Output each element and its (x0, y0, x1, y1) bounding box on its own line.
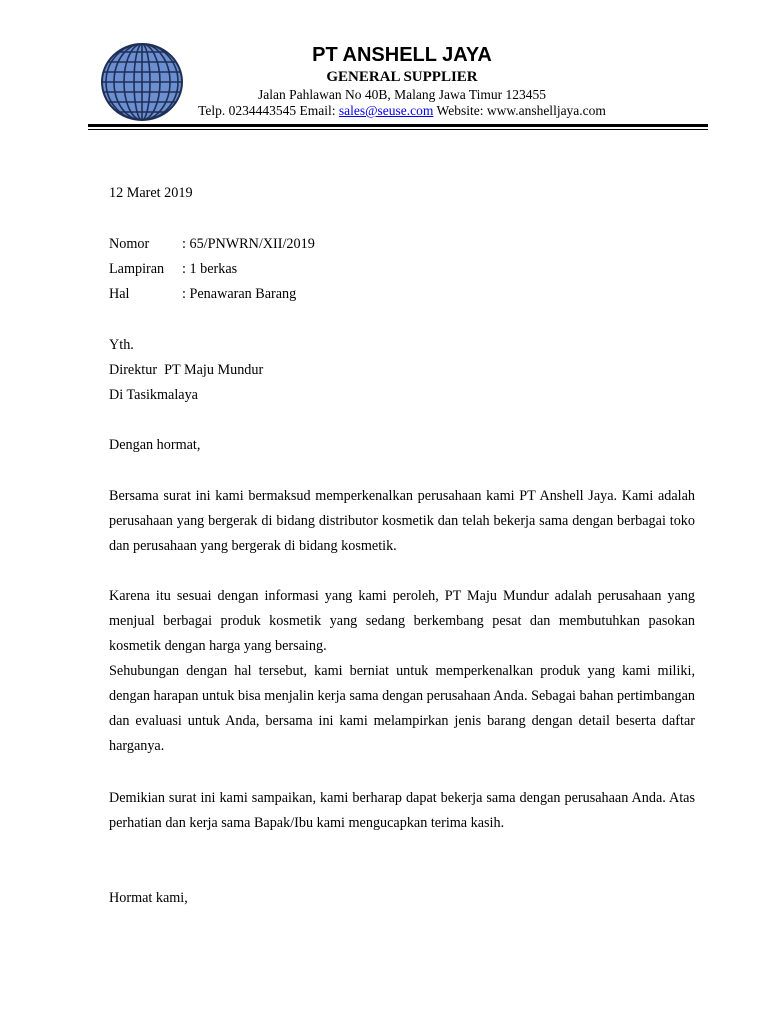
meta-value: : 1 berkas (182, 261, 238, 277)
recipient-line: Di Tasikmalaya (109, 387, 198, 403)
letter-date: 12 Maret 2019 (109, 185, 193, 201)
meta-label: Nomor (109, 236, 150, 252)
paragraph (109, 584, 695, 759)
paragraph-text: Sehubungan dengan hal tersebut, kami berniat untuk memperkenalkan produk yang kami miliki, dengan harapan untuk bisa menjalin kerja sama dengan perusahaan Anda. Sebagai bahan pertimbangan dan evaluasi untuk Anda, bersama ini kami melampirkan jenis barang dengan detail beserta daftar harganya. (109, 663, 695, 754)
recipient-line: Direktur PT Maju Mundur (109, 362, 264, 378)
paragraph (109, 786, 695, 836)
recipient-line: Yth. (109, 337, 134, 353)
contact-website: Website: www.anshelljaya.com (433, 103, 606, 118)
paragraph (109, 484, 695, 559)
letter-body (109, 0, 695, 1024)
email-link[interactable]: sales@seuse.com (338, 103, 434, 118)
company-name: PT ANSHELL JAYA (312, 44, 492, 66)
meta-value: : Penawaran Barang (182, 286, 297, 302)
salutation: Dengan hormat, (109, 437, 201, 453)
meta-value: : 65/PNWRN/XII/2019 (182, 236, 315, 252)
contact-phone: Telp. 0234443545 Email: (198, 103, 339, 118)
company-tagline: GENERAL SUPPLIER (326, 69, 478, 85)
meta-label: Lampiran (109, 261, 165, 277)
company-address: Jalan Pahlawan No 40B, Malang Jawa Timur 123455 (258, 87, 546, 102)
paragraph-text: Karena itu sesuai dengan informasi yang kami peroleh, PT Maju Mundur adalah perusahaan yang menjual berbagai produk kosmetik yang sedang berkembang pesat dan membutuhkan pasokan kosmetik dengan harga yang bersaing. (109, 588, 695, 654)
paragraph-text: Demikian surat ini kami sampaikan, kami berharap dapat bekerja sama dengan perusahaan Anda. Atas perhatian dan kerja sama Bapak/Ibu kami mengucapkan terima kasih. (109, 790, 695, 831)
paragraph-text: Bersama surat ini kami bermaksud memperkenalkan perusahaan kami PT Anshell Jaya. Kami adalah perusahaan yang bergerak di bidang distributor kosmetik dan telah bekerja sama dengan berbagai toko dan perusahaan yang bergerak di bidang kosmetik. (109, 488, 695, 554)
closing: Hormat kami, (109, 890, 188, 906)
meta-label: Hal (109, 286, 130, 302)
